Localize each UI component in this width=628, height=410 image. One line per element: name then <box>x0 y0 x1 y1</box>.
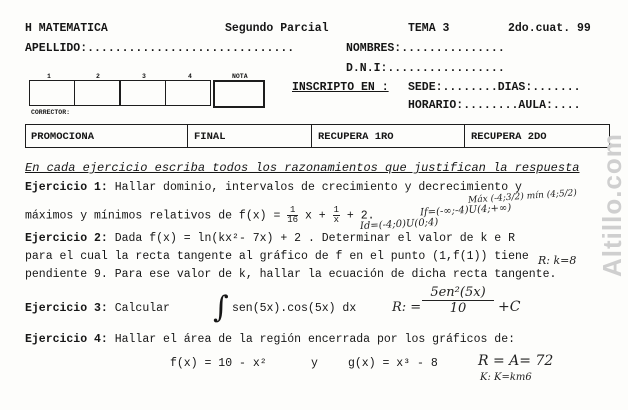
status-promociona[interactable]: PROMOCIONA <box>25 125 188 148</box>
grade-box-3[interactable] <box>120 80 166 106</box>
handwritten-ex3-prefix: R: = <box>392 300 422 315</box>
grade-label-1: 1 <box>47 73 51 80</box>
status-recupera-1ro[interactable]: RECUPERA 1RO <box>312 125 465 148</box>
handwritten-ex1-decreasing: Id=(-4;0)U(0;4) <box>359 216 439 233</box>
exercise-label: Ejercicio 3: <box>25 302 108 315</box>
exam-title: Segundo Parcial <box>225 22 329 35</box>
exercise-3-label <box>25 302 170 315</box>
nombres-field: NOMBRES:............... <box>346 42 505 55</box>
integral-sign: ∫ <box>213 290 229 325</box>
exercise-4-and: y <box>311 357 318 370</box>
exercise-text: Hallar el área de la región encerrada por los gráficos de: <box>107 333 515 346</box>
sede-field: SEDE:........DIAS:....... <box>408 81 581 94</box>
exercise-4-g: g(x) = x³ - 8 <box>348 357 438 370</box>
fraction-1-16: $\frac{1}{16}$ <box>287 205 299 225</box>
grade-box-nota[interactable] <box>213 80 265 108</box>
period-label: 2do.cuat. 99 <box>508 22 591 35</box>
exercise-1-line-1: Ejercicio 1: Hallar dominio, intervalos de crecimiento y decrecimiento y <box>25 181 522 194</box>
exercise-label: Ejercicio 4: <box>25 333 108 346</box>
handwritten-ex1-increasing: If=(-∞;-4)U(4;+∞) <box>419 202 512 219</box>
watermark-logo: Altillo.com <box>597 133 627 277</box>
apellido-field: APELLIDO:.............................. <box>25 42 295 55</box>
exercise-4-f: f(x) = 10 - x² <box>170 357 267 370</box>
subject-title: H MATEMATICA <box>25 22 108 35</box>
dni-field: D.N.I:................. <box>346 62 505 75</box>
fraction-1-x: $\frac{1}{x}$ <box>333 205 339 225</box>
grade-label-nota: NOTA <box>232 73 248 80</box>
status-final[interactable]: FINAL <box>188 125 312 148</box>
grade-box-1[interactable] <box>29 80 75 106</box>
handwritten-ex4-note: K: K=km6 <box>480 372 532 383</box>
status-recupera-2do[interactable]: RECUPERA 2DO <box>471 131 547 143</box>
handwritten-ex3-fraction <box>422 285 494 316</box>
exercise-text: Calcular <box>107 302 170 315</box>
handwritten-ex2-answer: R: k=8 <box>538 254 577 267</box>
exercise-2-line-2: para el cual la recta tangente al gráfico de f en el punto (1,f(1)) tiene <box>25 250 529 263</box>
grade-label-4: 4 <box>188 73 192 80</box>
grade-box-4[interactable] <box>165 80 211 106</box>
exercise-2-line-3: pendiente 9. Para ese valor de k, hallar la ecuación de dicha recta tangente. <box>25 268 557 281</box>
instructions: En cada ejercicio escriba todos los razonamientos que justifican la respuesta <box>25 161 580 175</box>
corrector-label: CORRECTOR: <box>31 109 71 116</box>
exercise-3-integrand: sen(5x).cos(5x) dx <box>232 302 357 315</box>
exercise-2-line-1 <box>25 232 515 245</box>
tema-label: TEMA 3 <box>408 22 450 35</box>
inscripto-label: INSCRIPTO EN : <box>292 81 389 94</box>
handwritten-ex4-answer: R = A= 72 <box>478 353 554 369</box>
handwritten-ex1-maxmin: Máx (-4;3/2) mín (4;5/2) <box>467 188 578 206</box>
grade-label-2: 2 <box>96 73 100 80</box>
handwritten-ex3-num: 5en²(5x) <box>422 285 494 301</box>
grade-box-2[interactable] <box>74 80 120 106</box>
exercise-1-text: Hallar dominio, intervalos de crecimiento y decrecimiento y <box>107 181 522 194</box>
handwritten-ex3-constant: +C <box>498 299 521 315</box>
exercise-label: Ejercicio 2: <box>25 232 108 245</box>
grade-label-3: 3 <box>142 73 146 80</box>
exercise-text: Dada f(x) = ln(kx²- 7x) + 2 . Determinar el valor de k e R <box>107 232 515 245</box>
horario-field: HORARIO:........AULA:.... <box>408 99 581 112</box>
exercise-1-mid: x + <box>304 209 326 223</box>
exercise-1-line-2 <box>25 206 375 225</box>
handwritten-ex3-den: 10 <box>449 301 467 316</box>
exercise-4-line-1 <box>25 333 515 346</box>
exercise-1-function-prefix: máximos y mínimos relativos de f(x) = <box>25 209 281 223</box>
exercise-1-tail: + 2. <box>346 209 375 223</box>
